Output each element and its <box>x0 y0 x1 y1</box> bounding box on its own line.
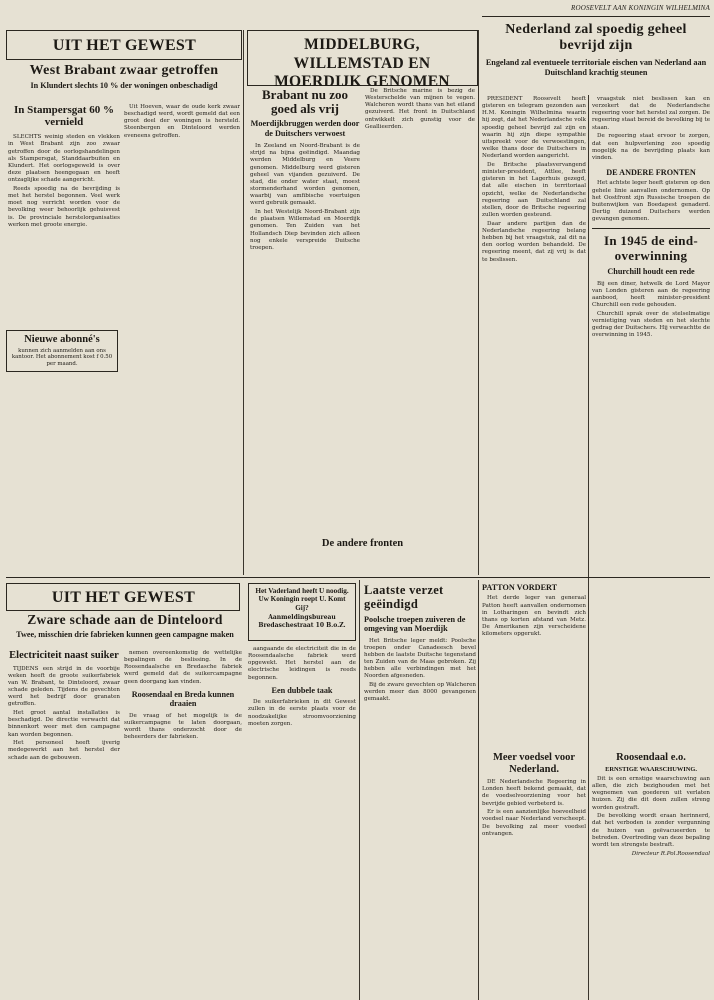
article-headline: Roosendaal e.o. <box>616 752 686 763</box>
article-subhead: Moerdijkbruggen werden door de Duitschers verwoest <box>250 119 360 138</box>
paragraph: De Britsche plaatsvervangend minister-president, Attlee, heeft gisteren in het Lagerhuis gezegd, dat alle eischen in territoriaal opzicht, welke de Nederlandsche regeering aan Duitschland zal stellen, door de Britsche regeering zullen worden gesteund. <box>482 162 586 219</box>
article-body <box>592 96 710 162</box>
article-headline: Laatste verzet geëindigd <box>364 583 444 612</box>
article-body <box>482 96 586 264</box>
column-divider <box>243 30 244 575</box>
column-divider <box>478 580 479 1000</box>
article-patton <box>482 583 586 640</box>
paragraph: Daar andere partijen dan de Nederlandsche regeering belang hebben bij het vraagstuk, zal dit na den oorlog worden behandeld. De regeering meent, dat zij vrij is dat te beslissen. <box>482 220 586 263</box>
article-headline: In 1945 de eind-overwinning <box>603 233 698 264</box>
article-headline: Nederland zal spoedig geheel bevrijd zijn <box>505 22 687 54</box>
column-divider <box>588 580 589 1000</box>
paragraph: SLECHTS weinig steden en vlekken in West Brabant zijn zoo zwaar getroffen door de oorlogshandelingen als Stampersgat, Standdaarbuiten en Klundert. Het oorlogsgeweld is over deze plaatsen heengegaan en heeft ontzaglijke schade aangericht. <box>8 134 120 184</box>
paragraph: Het groot aantal installaties is beschadigd. De directie verwacht dat binnenkort weer met den campagne kan worden begonnen. <box>8 710 120 738</box>
article-body <box>592 776 710 849</box>
article-headline: West Brabant zwaar getroffen <box>29 64 219 78</box>
article-subhead: Een dubbele taak <box>271 685 333 695</box>
paragraph: De vraag of het mogelijk is de suikercampagne te laten doorgaan, wordt thans onderzocht door de beheerders der fabrieken. <box>124 712 242 741</box>
article-body <box>8 134 120 229</box>
article-body <box>365 88 475 131</box>
article-column <box>124 650 242 743</box>
article-headline: Brabant nu zoo goed als vrij <box>262 88 348 116</box>
article-body <box>124 713 242 742</box>
section-divider <box>6 577 710 578</box>
article-roosendaal <box>592 752 710 858</box>
article-body <box>124 650 242 686</box>
article-west-brabant <box>8 64 240 90</box>
article-headline: Zware schade aan de Dinteloord <box>27 613 223 627</box>
article-subhead: Poolsche troepen zuiveren de omgeving van Moerdijk <box>364 614 466 634</box>
article-headline: PATTON VORDERT <box>482 583 558 592</box>
paragraph: Het derde leger van generaal Patton heeft aanvallen ondernomen in Lotharingen en bevindt zich thans op korten afstand van Metz. De Amerikanen zijn verscheidene kilometers opgerukt. <box>482 595 586 638</box>
paragraph: Het achtste leger heeft gisteren op den gehele linie aanvallen ondernomen. Op het Oostfront zijn Russische troepen de buitenwijken van Boedapest genaderd. Dertig duizend Duitschers werden gevangen genomen. <box>592 180 710 223</box>
article-subhead: Churchill houdt een rede <box>607 267 695 277</box>
article-laatste-verzet <box>364 583 476 705</box>
main-headline: MIDDELBURG, WILLEMSTAD EN MOERDIJK GENOMEN <box>274 36 450 91</box>
section-title: UIT HET GEWEST <box>52 38 197 54</box>
article-column <box>592 96 710 341</box>
ad-text: Aanmeldingsbureau Bredaschestraat 10 B.o.Z. <box>258 613 346 629</box>
column-divider <box>359 580 360 1000</box>
paragraph: Het Britsche leger meldt: Poolsche troepen onder Canadeesch bevel hebben de laatste Duitsche tegenstand ten Zuiden van de Maas gebroken. Zij hebben alle verbindingen met het Noorden afgesneden. <box>364 637 476 680</box>
article-nederland-bevrijd <box>482 22 710 77</box>
article-body <box>482 779 586 838</box>
article-column <box>482 96 586 265</box>
paragraph: De regeering staat ervoor te zorgen, dat een hulpverlening zoo spoedig mogelijk na de bevrijding plaats kan vinden. <box>592 133 710 161</box>
article-body <box>592 180 710 223</box>
article-column <box>124 104 240 141</box>
article-body <box>592 281 710 340</box>
article-body <box>8 666 120 762</box>
paragraph: In Zeeland en Noord-Brabant is de strijd na bijna geëindigd. Maandag werden Middelburg en Veere genomen. Middelburg werd gisteren geheel van vijanden gezuiverd. De stad, die onder water staat, moest stormenderhand worden genomen, waarbij van amfibische voertuigen werd gebruik gemaakt. <box>250 143 360 207</box>
article-headline: Meer voedsel voor Nederland. <box>492 752 576 775</box>
section-title: UIT HET GEWEST <box>51 590 196 606</box>
article-headline: Electriciteit naast suiker <box>9 650 119 661</box>
paragraph: nemen overeenkomstig de wettelijke bepalingen de beslissing. In de Roosendaalsche en Bredasche fabriek werd gemeld dat de suikercampagne geen doorgang kan vinden. <box>124 650 242 685</box>
paragraph: In het Westelijk Noord-Brabant zijn de plaatsen Willemstad en Moerdijk genomen. Ten Zuiden van het Hollandsch Diep bevinden zich alleen nog enkele verspreide Duitsche troepen. <box>250 209 360 251</box>
article-body <box>482 595 586 638</box>
paragraph: De Britsche marine is bezig de Westerschelde van mijnen te vegen. Walcheren wordt thans van het eiland gezuiverd. Het front in Duitschland ontwikkelt zich gunstig voor de Geallieerden. <box>365 88 475 130</box>
article-subhead: Roosendaal en Breda kunnen draaien <box>131 689 235 709</box>
article-body <box>248 646 356 682</box>
article-body <box>248 699 356 728</box>
top-banner: ROOSEVELT AAN KONINGIN WILHELMINA <box>570 4 710 12</box>
article-subhead: Twee, misschien drie fabrieken kunnen geen campagne maken <box>16 629 234 639</box>
article-column <box>8 650 120 763</box>
banner-rule <box>482 16 710 17</box>
paragraph: Uit Hoeven, waar de oude kerk zwaar beschadigd werd, wordt gemeld dat een groot deel der woningen is hersteld. Steenbergen en Dinteloord werden eveneens getroffen. <box>124 104 240 139</box>
column-divider <box>588 95 589 580</box>
article-brabant-vrij <box>250 88 360 254</box>
notice-title: Nieuwe abonné's <box>24 334 100 345</box>
paragraph: Churchill sprak over de stelselmatige vernietiging van steden en het slechte gedrag der Duitschers. Hij verwachtte de overwinning in 1945. <box>592 310 710 339</box>
paragraph: Bij een diner, hetwelk de Lord Mayor van Londen gisteren aan de regeering aanbood, heeft minister-president Churchill een rede gehouden. <box>592 280 710 309</box>
article-subhead: De andere fronten <box>321 538 404 549</box>
article-subhead: ERNSTIGE WAARSCHUWING. <box>605 765 697 773</box>
paragraph: vraagstuk niet beslissen kan en verzekert dat de Nederlandsche regeering voor het herstel zal zorgen. De regeering staat bereid de bevolking bij te staan. <box>592 96 710 131</box>
article-voedsel <box>482 752 586 840</box>
article-subhead: DE ANDERE FRONTEN <box>606 168 696 177</box>
notice-text: kunnen zich aanmelden aan ons kantoor. Het abonnement kost f 0.50 per maand. <box>11 347 113 368</box>
signature: Directeur R.Pol.Roosendaal <box>631 851 710 858</box>
notice <box>10 334 114 368</box>
article-subhead: Engeland zal eventueele territoriale eischen van Nederland aan Duitschland krachtig steunen <box>485 58 707 77</box>
article-subhead: In Stampersgat 60 % vernield <box>14 104 114 129</box>
article-dinteloord <box>8 613 242 639</box>
article-column <box>365 88 475 133</box>
article-body <box>250 143 360 252</box>
paragraph: Dit is een ernstige waarschuwing aan allen, die zich bezighouden met het wegnemen van goederen uit verlaten huizen. Zij die dit doen zullen streng worden gestraft. <box>592 775 710 811</box>
article-body <box>124 104 240 140</box>
article-subhead: In Klundert slechts 10 % der woningen onbeschadigd <box>30 81 218 90</box>
article-body <box>364 638 476 704</box>
divider <box>592 228 710 229</box>
column-divider <box>478 30 479 575</box>
article-column <box>248 646 356 729</box>
paragraph: De suikerfabrieken in dit Gewest zullen in de eerste plaats voor de noodzakelijke stroomvoorziening moeten zorgen. <box>248 699 356 727</box>
paragraph: Er is een aanzienlijke hoeveelheid voedsel naar Nederland verscheept. De bevolking zal meer voedsel ontvangen. <box>482 809 586 837</box>
paragraph: DE Nederlandsche Regeering in Londen heeft bekend gemaakt, dat de voedselvoorziening voor het bevrijde gebied verbeterd is. <box>482 779 586 807</box>
paragraph: De bevolking wordt eraan herinnerd, dat het verboden is zonder vergunning de huizen van geëvacueerden te betreden. Overtreding van deze bepaling wordt ten strengste bestraft. <box>592 813 710 848</box>
ad-title: Het Vaderland heeft U noodig. Uw Koningin roept U. Komt Gij? <box>255 587 349 612</box>
paragraph: Bij de zware gevechten op Walcheren werden meer dan 8000 gevangenen gemaakt. <box>364 682 476 703</box>
advertisement-box <box>248 583 356 641</box>
paragraph: Het personeel heeft ijverig medegewerkt aan het herstel der schade aan de gebouwen. <box>8 740 120 761</box>
paragraph: PRESIDENT Roosevelt heeft gisteren en telegram gezonden aan H.M. Koningin Wilhelmina waarin hij zegt, dat het Nederlandsche volk spoedig geheel bevrijd zal zijn en waarin hij zijn diepe sympathie uitspreekt voor de verwoestingen, welke thans door de Duitschers in Nederland worden aangericht. <box>482 96 586 160</box>
paragraph: aangaande de electriciteit die in de Roosendaalsche fabriek werd opgewekt. Het herstel aan de electrische leidingen is reeds begonnen. <box>248 646 356 681</box>
paragraph: Reeds spoedig na de bevrijding is met het herstel begonnen. Veel werk moet nog verricht worden voor de bevolking weer behoorlijk gehuisvest is. De provinciale herstelorganisaties werken met groote energie. <box>8 185 120 228</box>
paragraph: TIJDENS een strijd in de voorbije weken heeft de groote suikerfabriek van W. Brabant, te Dinteloord, zwaar schade geleden. Tijdens de gevechten werd het bedrijf door granaten getroffen. <box>8 665 120 708</box>
article-column <box>8 104 120 230</box>
